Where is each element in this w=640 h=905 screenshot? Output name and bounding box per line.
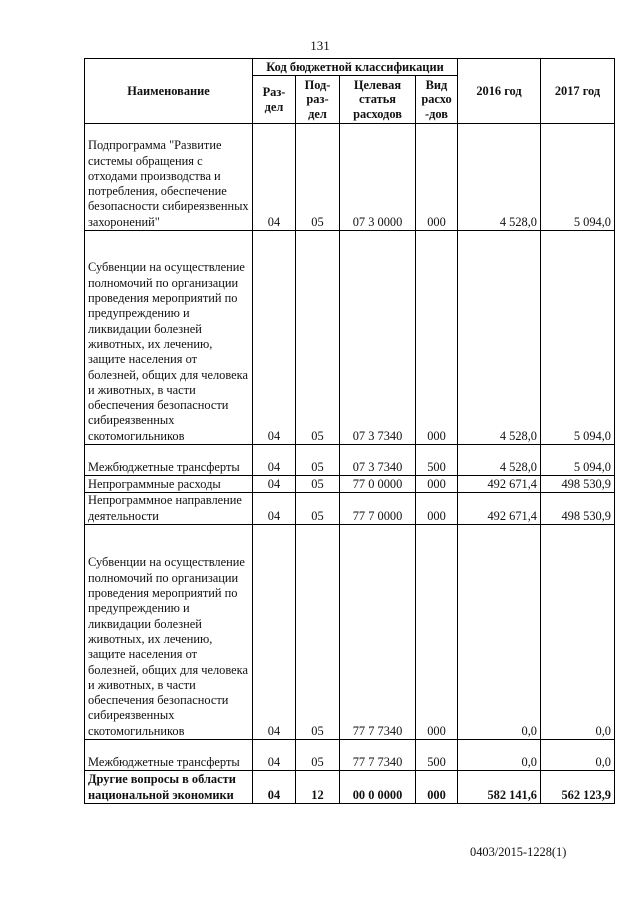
row-2016: 4 528,0	[458, 231, 541, 445]
row-tselevaya: 07 3 7340	[340, 445, 416, 476]
row-razdel: 04	[253, 124, 296, 231]
row-podrazdel: 05	[296, 525, 340, 740]
row-razdel: 04	[253, 231, 296, 445]
row-2017: 0,0	[541, 740, 615, 771]
row-razdel: 04	[253, 476, 296, 493]
row-vid: 000	[416, 771, 458, 804]
row-razdel: 04	[253, 771, 296, 804]
row-2017: 5 094,0	[541, 231, 615, 445]
row-name: Субвенции на осуществление полномочий по организации проведения мероприятий по предупреждению и ликвидации болезней животных, их лечению, защите населения от болезней, общих для человека и животных, в части обеспечения безопасности сибиреязвенных скотомогильников	[85, 231, 253, 445]
header-razdel: Раз-дел	[253, 76, 296, 124]
row-2016: 0,0	[458, 740, 541, 771]
table-row	[85, 231, 615, 445]
row-2017: 5 094,0	[541, 445, 615, 476]
row-name: Подпрограмма "Развитие системы обращения с отходами производства и потребления, обеспечение безопасности сибиреязвенных захоронений"	[85, 124, 253, 231]
header-2016: 2016 год	[458, 59, 541, 124]
document-code: 0403/2015-1228(1)	[470, 845, 567, 859]
header-name: Наименование	[85, 59, 253, 124]
table-row	[85, 493, 615, 525]
row-2017: 562 123,9	[541, 771, 615, 804]
row-name: Межбюджетные трансферты	[85, 445, 253, 476]
row-2016: 492 671,4	[458, 493, 541, 525]
table-row	[85, 740, 615, 771]
row-2016: 492 671,4	[458, 476, 541, 493]
row-podrazdel: 12	[296, 771, 340, 804]
row-2017: 498 530,9	[541, 493, 615, 525]
row-2017: 0,0	[541, 525, 615, 740]
row-podrazdel: 05	[296, 124, 340, 231]
table-row	[85, 124, 615, 231]
table-row-total	[85, 771, 615, 804]
row-razdel: 04	[253, 445, 296, 476]
row-tselevaya: 77 7 0000	[340, 493, 416, 525]
row-tselevaya: 77 7 7340	[340, 525, 416, 740]
page-number: 131	[310, 38, 330, 53]
row-vid: 000	[416, 124, 458, 231]
header-2017: 2017 год	[541, 59, 615, 124]
row-2016: 582 141,6	[458, 771, 541, 804]
row-name: Другие вопросы в области национальной экономики	[85, 771, 253, 804]
row-2016: 4 528,0	[458, 445, 541, 476]
row-vid: 000	[416, 493, 458, 525]
row-2016: 4 528,0	[458, 124, 541, 231]
row-vid: 000	[416, 231, 458, 445]
row-vid: 000	[416, 476, 458, 493]
row-razdel: 04	[253, 740, 296, 771]
row-podrazdel: 05	[296, 476, 340, 493]
row-vid: 000	[416, 525, 458, 740]
table-row	[85, 525, 615, 740]
row-tselevaya: 77 0 0000	[340, 476, 416, 493]
row-2017: 498 530,9	[541, 476, 615, 493]
row-tselevaya: 00 0 0000	[340, 771, 416, 804]
row-tselevaya: 77 7 7340	[340, 740, 416, 771]
table-row	[85, 445, 615, 476]
row-podrazdel: 05	[296, 445, 340, 476]
row-2017: 5 094,0	[541, 124, 615, 231]
row-vid: 500	[416, 445, 458, 476]
row-2016: 0,0	[458, 525, 541, 740]
row-podrazdel: 05	[296, 493, 340, 525]
row-name: Межбюджетные трансферты	[85, 740, 253, 771]
header-tselevaya: Целевая статья расходов	[340, 76, 416, 124]
row-razdel: 04	[253, 525, 296, 740]
header-vid: Вид расхо -дов	[416, 76, 458, 124]
row-podrazdel: 05	[296, 740, 340, 771]
header-group: Код бюджетной классификации	[253, 59, 458, 76]
row-vid: 500	[416, 740, 458, 771]
row-tselevaya: 07 3 0000	[340, 124, 416, 231]
row-podrazdel: 05	[296, 231, 340, 445]
row-name: Непрограммные расходы	[85, 476, 253, 493]
header-podrazdel: Под-раз-дел	[296, 76, 340, 124]
row-name: Субвенции на осуществление полномочий по организации проведения мероприятий по предупреждению и ликвидации болезней животных, их лечению, защите населения от болезней, общих для человека и животных, в части обеспечения безопасности сибиреязвенных скотомогильников	[85, 525, 253, 740]
row-name: Непрограммное направление деятельности	[85, 493, 253, 525]
budget-table	[84, 58, 615, 804]
row-tselevaya: 07 3 7340	[340, 231, 416, 445]
table-row	[85, 476, 615, 493]
row-razdel: 04	[253, 493, 296, 525]
